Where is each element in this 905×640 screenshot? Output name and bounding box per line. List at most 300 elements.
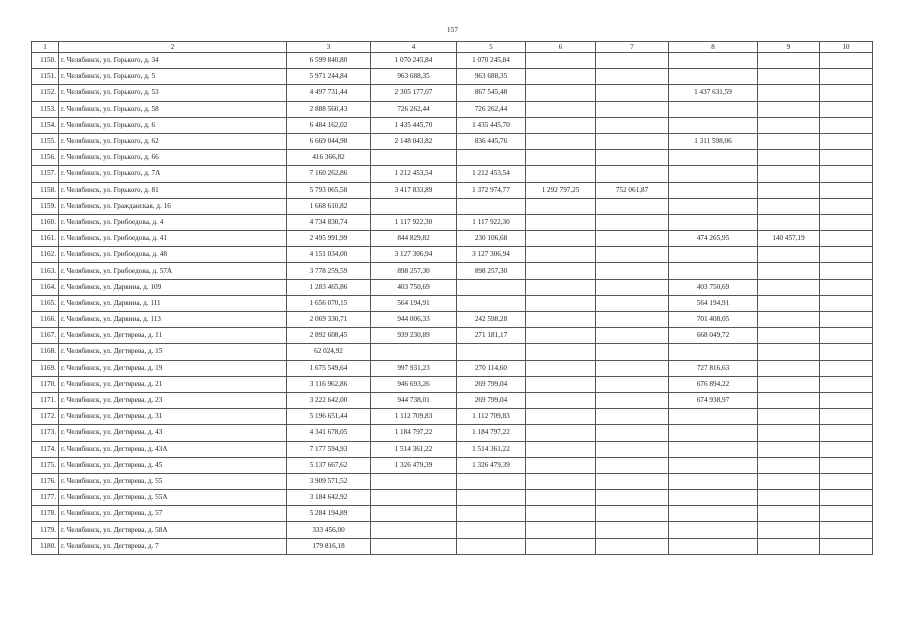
value-cell: 727 816,63 (669, 360, 758, 376)
value-cell (758, 344, 820, 360)
row-number-cell: 1162. (32, 247, 59, 263)
value-cell: 1 112 709,83 (457, 409, 526, 425)
value-cell (758, 214, 820, 230)
value-cell (596, 392, 669, 408)
table-row (32, 392, 873, 408)
value-cell (457, 506, 526, 522)
value-cell: 5 137 667,62 (287, 457, 371, 473)
value-cell: 726 262,44 (371, 101, 457, 117)
value-cell (820, 133, 873, 149)
value-cell (669, 117, 758, 133)
value-cell (457, 150, 526, 166)
value-cell (371, 522, 457, 538)
value-cell: 3 417 833,89 (371, 182, 457, 198)
value-cell (669, 53, 758, 69)
row-number-cell: 1163. (32, 263, 59, 279)
value-cell (596, 344, 669, 360)
value-cell (820, 101, 873, 117)
value-cell: 4 151 034,00 (287, 247, 371, 263)
value-cell: 946 693,26 (371, 376, 457, 392)
data-table (31, 41, 873, 555)
value-cell (526, 279, 596, 295)
value-cell: 5 284 194,89 (287, 506, 371, 522)
value-cell (526, 538, 596, 554)
row-number-cell: 1175. (32, 457, 59, 473)
value-cell (457, 295, 526, 311)
value-cell (526, 360, 596, 376)
value-cell (596, 133, 669, 149)
value-cell (596, 506, 669, 522)
value-cell (820, 376, 873, 392)
value-cell (526, 376, 596, 392)
table-row (32, 117, 873, 133)
value-cell: 844 829,82 (371, 231, 457, 247)
value-cell (457, 279, 526, 295)
value-cell (526, 506, 596, 522)
value-cell: 4 341 678,05 (287, 425, 371, 441)
value-cell (596, 263, 669, 279)
row-number-cell: 1170. (32, 376, 59, 392)
value-cell (526, 392, 596, 408)
row-number-cell: 1173. (32, 425, 59, 441)
value-cell (526, 328, 596, 344)
value-cell (758, 538, 820, 554)
value-cell (820, 231, 873, 247)
value-cell: 269 799,04 (457, 376, 526, 392)
row-number-cell: 1165. (32, 295, 59, 311)
value-cell: 1 112 709,83 (371, 409, 457, 425)
value-cell: 230 106,68 (457, 231, 526, 247)
value-cell: 1 437 631,59 (669, 85, 758, 101)
row-number-cell: 1152. (32, 85, 59, 101)
address-cell: г. Челябинск, ул. Дегтярева, д. 43А (59, 441, 287, 457)
value-cell (596, 69, 669, 85)
value-cell: 1 514 361,22 (457, 441, 526, 457)
row-number-cell: 1157. (32, 166, 59, 182)
value-cell (669, 425, 758, 441)
value-cell: 564 194,91 (371, 295, 457, 311)
value-cell (596, 538, 669, 554)
address-cell: г. Челябинск, ул. Дарвина, д. 111 (59, 295, 287, 311)
value-cell: 1 184 797,22 (457, 425, 526, 441)
value-cell (596, 473, 669, 489)
row-number-cell: 1172. (32, 409, 59, 425)
row-number-cell: 1168. (32, 344, 59, 360)
column-header: 3 (287, 42, 371, 53)
value-cell (758, 85, 820, 101)
value-cell (596, 441, 669, 457)
row-number-cell: 1153. (32, 101, 59, 117)
value-cell (820, 117, 873, 133)
value-cell (758, 425, 820, 441)
table-row (32, 457, 873, 473)
value-cell (669, 182, 758, 198)
value-cell (820, 457, 873, 473)
value-cell: 1 656 070,15 (287, 295, 371, 311)
value-cell (526, 263, 596, 279)
value-cell (758, 441, 820, 457)
address-cell: г. Челябинск, ул. Грибоедова, д. 57А (59, 263, 287, 279)
value-cell: 1 326 479,39 (457, 457, 526, 473)
value-cell: 867 545,48 (457, 85, 526, 101)
value-cell: 1 668 610,82 (287, 198, 371, 214)
value-cell (758, 457, 820, 473)
value-cell: 3 222 642,00 (287, 392, 371, 408)
value-cell (596, 279, 669, 295)
value-cell (669, 198, 758, 214)
value-cell: 403 750,69 (371, 279, 457, 295)
value-cell (526, 198, 596, 214)
value-cell (596, 101, 669, 117)
value-cell (457, 198, 526, 214)
value-cell (820, 392, 873, 408)
value-cell: 4 497 731,44 (287, 85, 371, 101)
value-cell: 564 194,91 (669, 295, 758, 311)
address-cell: г. Челябинск, ул. Горького, д. 53 (59, 85, 287, 101)
value-cell: 2 495 991,99 (287, 231, 371, 247)
table-body (32, 53, 873, 555)
value-cell: 179 816,18 (287, 538, 371, 554)
row-number-cell: 1171. (32, 392, 59, 408)
value-cell: 333 456,00 (287, 522, 371, 538)
value-cell: 836 445,76 (457, 133, 526, 149)
value-cell: 2 305 177,07 (371, 85, 457, 101)
value-cell: 2 148 043,82 (371, 133, 457, 149)
table-row (32, 490, 873, 506)
table-row (32, 247, 873, 263)
value-cell (820, 360, 873, 376)
row-number-cell: 1174. (32, 441, 59, 457)
address-cell: г. Челябинск, ул. Грибоедова, д. 41 (59, 231, 287, 247)
value-cell (596, 328, 669, 344)
value-cell: 701 408,05 (669, 312, 758, 328)
value-cell (371, 150, 457, 166)
value-cell (820, 69, 873, 85)
column-header: 2 (59, 42, 287, 53)
value-cell (596, 490, 669, 506)
value-cell (457, 473, 526, 489)
value-cell (820, 328, 873, 344)
table-row (32, 231, 873, 247)
value-cell (758, 247, 820, 263)
address-cell: г. Челябинск, ул. Горького, д. 34 (59, 53, 287, 69)
value-cell (820, 409, 873, 425)
address-cell: г. Челябинск, ул. Горького, д. 7А (59, 166, 287, 182)
value-cell (526, 101, 596, 117)
value-cell: 726 262,44 (457, 101, 526, 117)
address-cell: г. Челябинск, ул. Дегтярева, д. 55 (59, 473, 287, 489)
address-cell: г. Челябинск, ул. Горького, д. 81 (59, 182, 287, 198)
value-cell: 898 257,30 (371, 263, 457, 279)
address-cell: г. Челябинск, ул. Горького, д. 58 (59, 101, 287, 117)
value-cell (820, 214, 873, 230)
row-number-cell: 1151. (32, 69, 59, 85)
table-row (32, 182, 873, 198)
value-cell (596, 295, 669, 311)
value-cell: 1 326 479,39 (371, 457, 457, 473)
row-number-cell: 1159. (32, 198, 59, 214)
value-cell: 6 484 162,02 (287, 117, 371, 133)
value-cell (526, 53, 596, 69)
table-row (32, 166, 873, 182)
value-cell (457, 522, 526, 538)
value-cell (596, 85, 669, 101)
value-cell (596, 117, 669, 133)
value-cell (596, 53, 669, 69)
address-cell: г. Челябинск, ул. Дарвина, д. 109 (59, 279, 287, 295)
value-cell: 1 372 974,77 (457, 182, 526, 198)
value-cell (669, 490, 758, 506)
value-cell: 2 888 560,43 (287, 101, 371, 117)
row-number-cell: 1179. (32, 522, 59, 538)
value-cell (669, 69, 758, 85)
value-cell (758, 198, 820, 214)
value-cell: 1 070 245,84 (457, 53, 526, 69)
value-cell: 6 669 044,98 (287, 133, 371, 149)
column-header: 7 (596, 42, 669, 53)
value-cell (820, 441, 873, 457)
address-cell: г. Челябинск, ул. Дегтярева, д. 7 (59, 538, 287, 554)
address-cell: г. Челябинск, ул. Дегтярева, д. 55А (59, 490, 287, 506)
row-number-cell: 1164. (32, 279, 59, 295)
address-cell: г. Челябинск, ул. Гражданская, д. 16 (59, 198, 287, 214)
value-cell (820, 166, 873, 182)
value-cell (758, 101, 820, 117)
column-header: 4 (371, 42, 457, 53)
value-cell (820, 295, 873, 311)
address-cell: г. Челябинск, ул. Дегтярева, д. 43 (59, 425, 287, 441)
value-cell (758, 117, 820, 133)
page-number: 157 (446, 25, 459, 34)
value-cell (758, 360, 820, 376)
value-cell (457, 538, 526, 554)
value-cell (526, 214, 596, 230)
value-cell: 944 738,01 (371, 392, 457, 408)
value-cell: 1 675 549,64 (287, 360, 371, 376)
value-cell (820, 263, 873, 279)
value-cell: 269 799,04 (457, 392, 526, 408)
value-cell: 668 049,72 (669, 328, 758, 344)
value-cell: 1 283 465,86 (287, 279, 371, 295)
value-cell (820, 490, 873, 506)
table-row (32, 506, 873, 522)
address-cell: г. Челябинск, ул. Грибоедова, д. 48 (59, 247, 287, 263)
value-cell (758, 328, 820, 344)
value-cell (596, 409, 669, 425)
value-cell (596, 522, 669, 538)
table-row (32, 425, 873, 441)
value-cell (820, 522, 873, 538)
value-cell (669, 150, 758, 166)
value-cell (758, 295, 820, 311)
value-cell: 963 688,35 (457, 69, 526, 85)
value-cell (758, 312, 820, 328)
table-row (32, 344, 873, 360)
value-cell (758, 409, 820, 425)
address-cell: г. Челябинск, ул. Дегтярева, д. 57 (59, 506, 287, 522)
table-row (32, 473, 873, 489)
value-cell (596, 231, 669, 247)
value-cell: 7 160 262,86 (287, 166, 371, 182)
value-cell (820, 150, 873, 166)
value-cell: 5 196 651,44 (287, 409, 371, 425)
value-cell (669, 101, 758, 117)
value-cell: 676 894,22 (669, 376, 758, 392)
table-row (32, 360, 873, 376)
column-header: 6 (526, 42, 596, 53)
value-cell: 3 116 962,86 (287, 376, 371, 392)
value-cell (526, 85, 596, 101)
value-cell: 416 366,82 (287, 150, 371, 166)
value-cell: 1 212 453,54 (457, 166, 526, 182)
address-cell: г. Челябинск, ул. Дарвина, д. 113 (59, 312, 287, 328)
value-cell (758, 490, 820, 506)
table-row (32, 53, 873, 69)
table-row (32, 441, 873, 457)
value-cell (758, 133, 820, 149)
value-cell (758, 182, 820, 198)
value-cell (596, 247, 669, 263)
value-cell (758, 150, 820, 166)
table-row (32, 85, 873, 101)
table-row (32, 295, 873, 311)
value-cell (669, 522, 758, 538)
table-row (32, 376, 873, 392)
value-cell: 1 435 445,70 (457, 117, 526, 133)
value-cell (526, 457, 596, 473)
value-cell (596, 312, 669, 328)
address-cell: г. Челябинск, ул. Дегтярева, д. 11 (59, 328, 287, 344)
value-cell: 270 114,60 (457, 360, 526, 376)
value-cell (820, 182, 873, 198)
value-cell: 3 909 571,52 (287, 473, 371, 489)
value-cell: 474 265,95 (669, 231, 758, 247)
value-cell (669, 214, 758, 230)
value-cell (758, 522, 820, 538)
row-number-cell: 1155. (32, 133, 59, 149)
value-cell: 3 778 259,59 (287, 263, 371, 279)
value-cell (526, 247, 596, 263)
table-row (32, 279, 873, 295)
value-cell: 997 931,23 (371, 360, 457, 376)
value-cell: 3 127 306,94 (371, 247, 457, 263)
address-cell: г. Челябинск, ул. Дегтярева, д. 23 (59, 392, 287, 408)
table-row (32, 69, 873, 85)
value-cell (371, 473, 457, 489)
value-cell (758, 69, 820, 85)
value-cell (669, 247, 758, 263)
value-cell: 1 212 453,54 (371, 166, 457, 182)
address-cell: г. Челябинск, ул. Дегтярева, д. 19 (59, 360, 287, 376)
column-header: 5 (457, 42, 526, 53)
value-cell (596, 150, 669, 166)
value-cell (669, 166, 758, 182)
value-cell: 1 184 797,22 (371, 425, 457, 441)
value-cell (526, 231, 596, 247)
value-cell: 963 688,35 (371, 69, 457, 85)
table-row (32, 312, 873, 328)
value-cell (371, 506, 457, 522)
value-cell (758, 473, 820, 489)
value-cell (669, 263, 758, 279)
table-row (32, 150, 873, 166)
row-number-cell: 1169. (32, 360, 59, 376)
value-cell (820, 312, 873, 328)
value-cell (526, 69, 596, 85)
value-cell (596, 425, 669, 441)
row-number-cell: 1150. (32, 53, 59, 69)
column-header: 1 (32, 42, 59, 53)
value-cell: 403 750,69 (669, 279, 758, 295)
value-cell: 242 598,28 (457, 312, 526, 328)
value-cell (669, 409, 758, 425)
value-cell (758, 376, 820, 392)
value-cell (526, 312, 596, 328)
value-cell: 2 892 608,45 (287, 328, 371, 344)
value-cell (526, 490, 596, 506)
value-cell (596, 198, 669, 214)
value-cell (526, 295, 596, 311)
row-number-cell: 1167. (32, 328, 59, 344)
value-cell: 1 117 922,30 (371, 214, 457, 230)
value-cell: 1 435 445,70 (371, 117, 457, 133)
address-cell: г. Челябинск, ул. Грибоедова, д. 4 (59, 214, 287, 230)
value-cell (820, 344, 873, 360)
value-cell (820, 506, 873, 522)
value-cell: 2 069 330,71 (287, 312, 371, 328)
value-cell (820, 247, 873, 263)
value-cell (526, 441, 596, 457)
table-row (32, 214, 873, 230)
header-row (32, 42, 873, 53)
value-cell (669, 473, 758, 489)
value-cell: 3 127 306,94 (457, 247, 526, 263)
address-cell: г. Челябинск, ул. Дегтярева, д. 58А (59, 522, 287, 538)
value-cell (596, 166, 669, 182)
value-cell (820, 53, 873, 69)
row-number-cell: 1156. (32, 150, 59, 166)
address-cell: г. Челябинск, ул. Горького, д. 5 (59, 69, 287, 85)
address-cell: г. Челябинск, ул. Горького, д. 62 (59, 133, 287, 149)
value-cell: 939 230,89 (371, 328, 457, 344)
table-row (32, 101, 873, 117)
value-cell (596, 360, 669, 376)
value-cell (526, 133, 596, 149)
value-cell (820, 473, 873, 489)
value-cell: 674 938,97 (669, 392, 758, 408)
value-cell (371, 198, 457, 214)
value-cell (820, 538, 873, 554)
table-row (32, 522, 873, 538)
row-number-cell: 1180. (32, 538, 59, 554)
value-cell (820, 198, 873, 214)
value-cell: 1 292 797,25 (526, 182, 596, 198)
row-number-cell: 1154. (32, 117, 59, 133)
row-number-cell: 1178. (32, 506, 59, 522)
value-cell: 5 971 244,84 (287, 69, 371, 85)
value-cell (820, 279, 873, 295)
value-cell: 3 184 642,92 (287, 490, 371, 506)
value-cell (526, 473, 596, 489)
value-cell (669, 538, 758, 554)
value-cell: 140 457,19 (758, 231, 820, 247)
value-cell (526, 425, 596, 441)
address-cell: г. Челябинск, ул. Дегтярева, д. 31 (59, 409, 287, 425)
value-cell (526, 117, 596, 133)
row-number-cell: 1161. (32, 231, 59, 247)
value-cell: 5 793 065,58 (287, 182, 371, 198)
value-cell: 271 181,17 (457, 328, 526, 344)
